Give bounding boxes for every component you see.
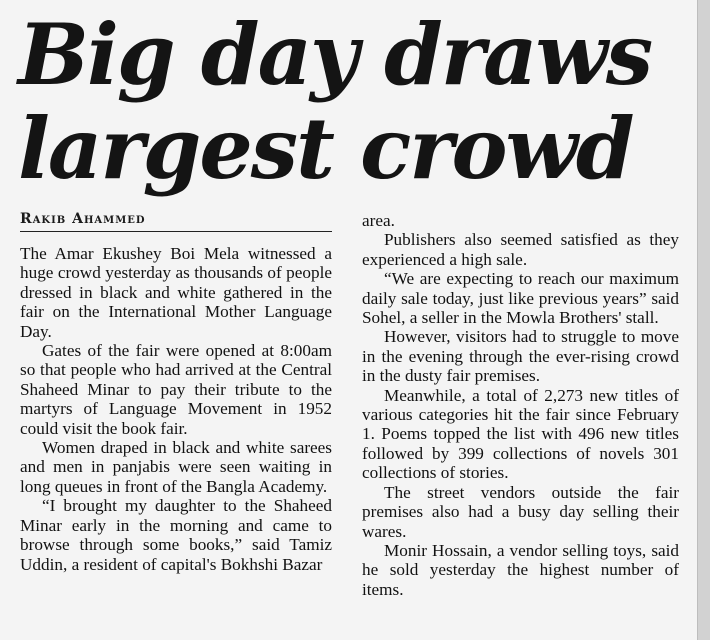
paragraph: However, visitors had to struggle to move in the evening through the ever-rising crowd in the dusty fair premises. <box>362 327 679 386</box>
paragraph: The street vendors outside the fair premises also had a busy day selling their wares. <box>362 482 679 541</box>
paragraph: Gates of the fair were opened at 8:00am so that people who had arrived at the Central Shaheed Minar to pay their tribute to the martyrs of Language Movement in 1952 could visit the book fair. <box>20 341 332 438</box>
paragraph: “I brought my daughter to the Shaheed Minar early in the morning and came to browse through some books,” said Tamiz Uddin, a resident of capital's Bokhshi Bazar <box>20 496 332 574</box>
paragraph: area. <box>362 211 395 230</box>
paragraph: Meanwhile, a total of 2,273 new titles of various categories hit the fair since February 1. Poems topped the list with 496 new titles followed by 399 collections of novels 301 collections of stories. <box>362 385 679 483</box>
article-column-1 <box>20 244 332 574</box>
headline: Big day draws largest crowd <box>18 5 652 198</box>
paragraph: Publishers also seemed satisfied as they experienced a high sale. <box>362 230 679 269</box>
article-column-2 <box>362 211 679 599</box>
page-edge <box>697 0 710 640</box>
paragraph: Women draped in black and white sarees and men in panjabis were seen waiting in long queues in front of the Bangla Academy. <box>20 438 332 496</box>
paragraph: Monir Hossain, a vendor selling toys, said he sold yesterday the highest number of items. <box>362 540 679 599</box>
paragraph: The Amar Ekushey Boi Mela witnessed a huge crowd yesterday as thousands of people dressed in black and white gathered in the fair on the International Mother Language Day. <box>20 244 332 341</box>
byline: Rakib Ahammed <box>20 211 332 232</box>
paragraph: “We are expecting to reach our maximum daily sale today, just like previous years” said Sohel, a seller in the Mowla Brothers' stall. <box>362 269 679 328</box>
